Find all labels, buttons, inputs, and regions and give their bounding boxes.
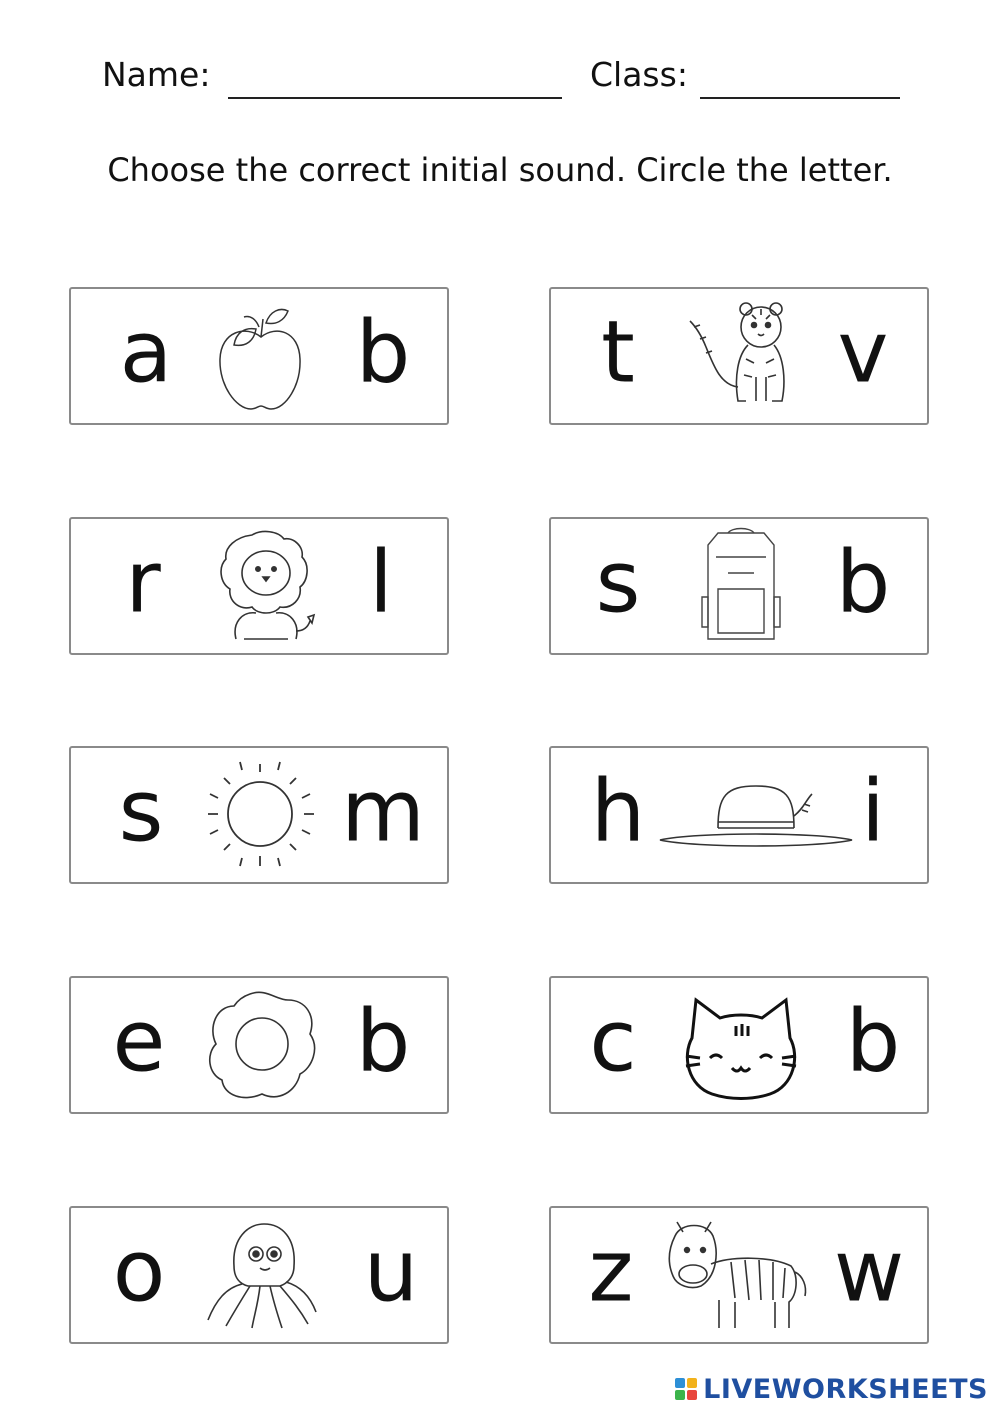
choice-right-letter[interactable]: v (837, 302, 889, 403)
choice-left-letter[interactable]: r (125, 532, 161, 633)
octopus-icon (196, 1216, 326, 1334)
question-card-apple (69, 287, 449, 425)
brand-name: LIVEWORKSHEETS (703, 1373, 988, 1405)
worksheet-header (0, 55, 1000, 105)
choice-right-letter[interactable]: b (835, 532, 891, 633)
choice-left-letter[interactable]: a (119, 302, 173, 403)
backpack-icon (676, 527, 806, 645)
choice-right-letter[interactable]: l (369, 532, 393, 633)
name-label: Name: (102, 55, 211, 94)
apple-icon (196, 297, 326, 415)
choice-right-letter[interactable]: b (355, 302, 411, 403)
liveworksheets-watermark (675, 1374, 988, 1404)
choice-left-letter[interactable]: z (588, 1221, 634, 1322)
choice-left-letter[interactable]: o (112, 1221, 166, 1322)
question-card-zebra (549, 1206, 929, 1344)
choice-left-letter[interactable]: s (118, 761, 164, 862)
choice-left-letter[interactable]: t (601, 302, 635, 403)
choice-right-letter[interactable]: w (833, 1221, 905, 1322)
question-card-tiger (549, 287, 929, 425)
question-card-hat (549, 746, 929, 884)
name-field[interactable] (228, 97, 562, 99)
lion-icon (196, 527, 326, 645)
cat-icon (676, 986, 806, 1104)
question-card-backpack (549, 517, 929, 655)
choice-right-letter[interactable]: m (341, 761, 425, 862)
sun-icon (196, 756, 326, 874)
question-card-octopus (69, 1206, 449, 1344)
choice-left-letter[interactable]: h (590, 761, 646, 862)
choice-left-letter[interactable]: c (589, 991, 637, 1092)
choice-right-letter[interactable]: i (861, 761, 885, 862)
tiger-icon (676, 297, 806, 415)
class-label: Class: (590, 55, 688, 94)
question-card-lion (69, 517, 449, 655)
class-field[interactable] (700, 97, 900, 99)
choice-right-letter[interactable]: b (355, 991, 411, 1092)
question-card-sun (69, 746, 449, 884)
choice-left-letter[interactable]: e (112, 991, 166, 1092)
choice-right-letter[interactable]: b (845, 991, 901, 1092)
hat-icon (656, 756, 856, 874)
liveworksheets-logo-icon (675, 1378, 697, 1400)
question-card-egg (69, 976, 449, 1114)
egg-icon (196, 986, 326, 1104)
question-card-cat (549, 976, 929, 1114)
choice-right-letter[interactable]: u (363, 1221, 419, 1322)
instructions: Choose the correct initial sound. Circle the letter. (107, 151, 893, 189)
zebra-icon (661, 1216, 811, 1334)
choice-left-letter[interactable]: s (595, 532, 641, 633)
